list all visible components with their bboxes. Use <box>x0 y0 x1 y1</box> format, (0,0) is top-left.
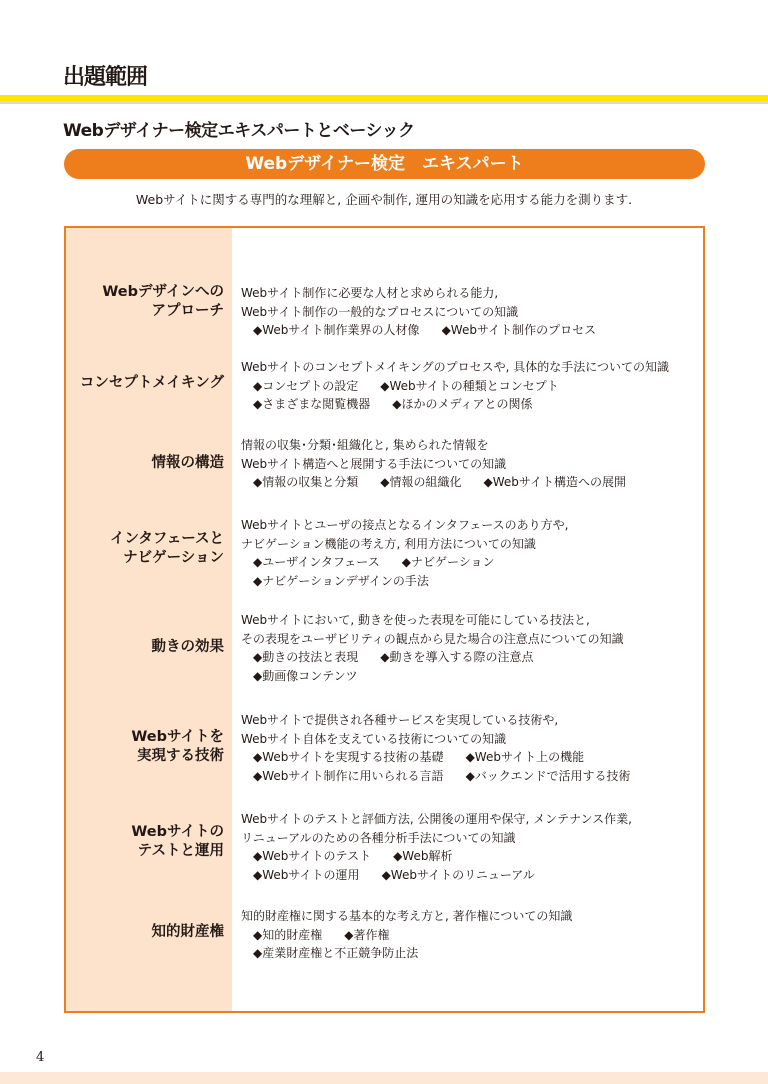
section-heading: Webデザイナー検定エキスパートとベーシック <box>63 121 415 141</box>
page-title: 出題範囲 <box>63 65 148 90</box>
topic-row <box>241 667 624 686</box>
category-description-line: 情報の収集･分類･組織化と, 集められた情報を <box>241 438 489 452</box>
exam-banner: Webデザイナー検定 エキスパート <box>64 149 705 179</box>
category-label-line: Webデザインへの <box>102 284 224 300</box>
topic-item: ◆Webサイト制作のプロセス <box>441 323 597 337</box>
topic-item: ◆ナビゲーションデザインの手法 <box>253 573 429 588</box>
category-content <box>241 436 648 492</box>
category-label-line: Webサイトを <box>131 729 224 745</box>
category-content <box>241 907 572 963</box>
topic-row <box>241 572 568 591</box>
category-description-line: その表現をユーザビリティの観点から見た場合の注意点についての知識 <box>241 631 624 646</box>
topic-row <box>241 395 669 414</box>
title-underline-bar <box>0 95 768 104</box>
category-description-line: 知的財産権に関する基本的な考え方と, 著作権についての知識 <box>241 909 573 923</box>
topic-item: ◆動きの技法と表現 <box>253 650 359 664</box>
category-description-line: ナビゲーション機能の考え方, 利用方法についての知識 <box>241 536 536 551</box>
topic-item: ◆動画像コンテンツ <box>253 668 358 683</box>
topic-row <box>241 767 653 786</box>
topic-item: ◆ナビゲーション <box>401 555 495 569</box>
topic-item: ◆Webサイト上の機能 <box>465 750 585 764</box>
topic-row <box>241 748 653 767</box>
topic-item: ◆Webサイトの種類とコンセプト <box>380 378 559 393</box>
category-description-line: Webサイトにおいて, 動きを使った表現を可能にしている技法と, <box>241 613 590 627</box>
category-label <box>110 530 224 568</box>
category-label <box>152 923 225 942</box>
topic-item: ◆バックエンドで活用する技術 <box>465 768 631 783</box>
topic-item: ◆情報の組織化 <box>380 475 462 489</box>
topic-row <box>241 648 624 667</box>
category-label-line: テストと運用 <box>137 843 224 859</box>
topic-item: ◆Webサイトを実現する技術の基礎 <box>253 750 444 764</box>
category-content <box>241 611 624 685</box>
topic-row <box>241 926 572 945</box>
topic-row <box>241 377 669 396</box>
category-label <box>102 283 224 321</box>
topic-item: ◆著作権 <box>344 927 390 942</box>
topic-item: ◆コンセプトの設定 <box>253 378 359 393</box>
category-label <box>152 454 225 473</box>
category-label <box>80 374 224 393</box>
category-label <box>131 823 224 861</box>
category-label-line: 知的財産権 <box>151 924 224 940</box>
topic-item: ◆Webサイトの運用 <box>253 867 360 882</box>
topic-item: ◆Webサイト制作に用いられる言語 <box>253 768 444 783</box>
topic-item: ◆Webサイト制作業界の人材像 <box>253 323 420 337</box>
topic-row <box>241 866 632 885</box>
category-description-line: Webサイトのテストと評価方法, 公開後の運用や保守, メンテナンス作業, <box>241 812 632 826</box>
category-content <box>241 810 632 884</box>
category-content <box>241 358 669 414</box>
category-description-line: Webサイトとユーザの接点となるインタフェースのあり方や, <box>241 518 569 532</box>
category-label <box>131 728 224 766</box>
category-content <box>241 711 653 785</box>
topic-row <box>241 553 568 572</box>
topic-item: ◆さまざまな閲覧機器 <box>253 397 371 411</box>
category-description-line: Webサイト制作に必要な人材と求められる能力, <box>241 286 499 300</box>
category-label-line: アプローチ <box>151 303 224 319</box>
topic-item: ◆情報の収集と分類 <box>253 475 359 489</box>
category-label-line: コンセプトメイキング <box>79 375 224 391</box>
topic-row <box>241 847 632 866</box>
category-content <box>241 516 568 590</box>
topic-item: ◆ユーザインタフェース <box>253 555 380 569</box>
category-label-line: 情報の構造 <box>151 455 224 471</box>
category-label-line: Webサイトの <box>131 824 224 840</box>
category-description-line: リニューアルのための各種分析手法についての知識 <box>241 830 516 845</box>
topic-item: ◆Webサイトのリニューアル <box>381 867 535 882</box>
category-label-line: インタフェースと <box>110 531 224 547</box>
topic-item: ◆Webサイト構造への展開 <box>483 475 627 489</box>
category-label-line: 実現する技術 <box>137 748 224 764</box>
category-description-line: Webサイトのコンセプトメイキングのプロセスや, 具体的な手法についての知識 <box>241 360 669 374</box>
topic-item: ◆動きを導入する際の注意点 <box>380 650 534 664</box>
category-description-line: Webサイト自体を支えている技術についての知識 <box>241 731 507 746</box>
category-content <box>241 284 618 340</box>
topic-item: ◆知的財産権 <box>253 927 323 942</box>
category-label <box>152 638 225 657</box>
topic-row <box>241 473 648 492</box>
category-description-line: Webサイト構造へと展開する手法についての知識 <box>241 456 507 471</box>
topic-item: ◆産業財産権と不正競争防止法 <box>253 946 419 960</box>
category-label-line: 動きの効果 <box>151 639 224 655</box>
topic-item: ◆Web解析 <box>393 849 453 863</box>
footer-band <box>0 1072 768 1084</box>
topic-item: ◆Webサイトのテスト <box>253 849 372 863</box>
category-description-line: Webサイトで提供され各種サービスを実現している技術や, <box>241 713 559 727</box>
page-number: 4 <box>36 1050 45 1065</box>
topic-row <box>241 321 618 340</box>
category-description-line: Webサイト制作の一般的なプロセスについての知識 <box>241 304 519 319</box>
topic-item: ◆ほかのメディアとの関係 <box>392 397 533 411</box>
exam-description: Webサイトに関する専門的な理解と, 企画や制作, 運用の知識を応用する能力を測ります. <box>135 192 633 207</box>
category-label-line: ナビゲーション <box>123 550 224 566</box>
topic-row <box>241 944 572 963</box>
